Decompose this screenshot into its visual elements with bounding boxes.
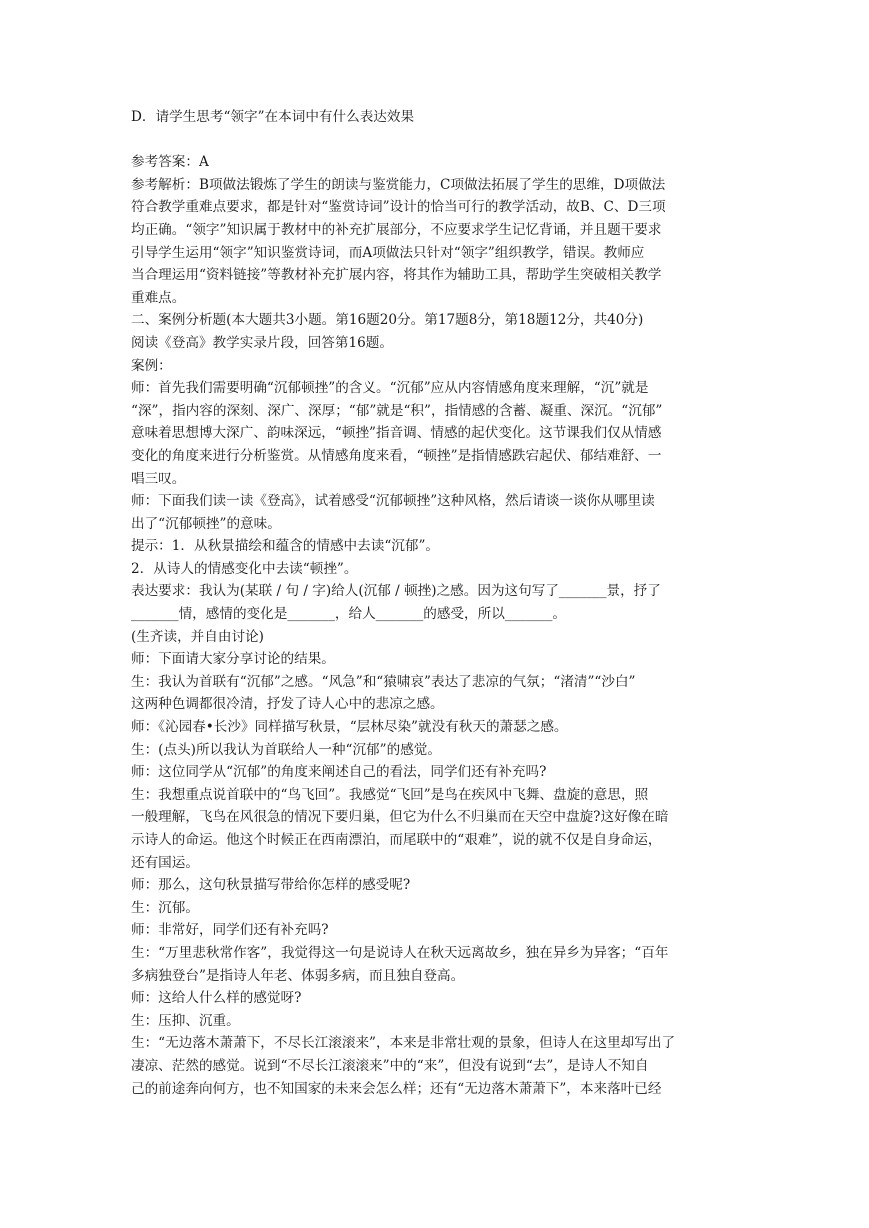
case-line: 己的前途奔向何方，也不知国家的未来会怎么样；还有“无边落木萧萧下”，本来落叶已经 <box>131 1080 662 1097</box>
intro: 阅读《登高》教学实录片段，回答第16题。 <box>131 334 393 351</box>
case-line: (生齐读，并自由讨论) <box>131 628 264 645</box>
case-line: 师：下面我们读一读《登高》，试着感受“沉郁顿挫”这种风格，然后请谈一谈你从哪里读 <box>131 493 655 510</box>
analysis-line: 参考解析：B项做法锻炼了学生的朗读与鉴赏能力，C项做法拓展了学生的思维，D项做法 <box>131 176 666 193</box>
case-line: 多病独登台”是指诗人年老、体弱多病，而且独自登高。 <box>131 967 465 984</box>
case-line: 意味着思想博大深广、韵味深远，“顿挫”指音调、情感的起伏变化。这节课我们仅从情感 <box>131 425 662 442</box>
case-line: 师：非常好，同学们还有补充吗? <box>131 922 329 939</box>
case-line: 生：我想重点说首联中的“鸟飞回”。我感觉“飞回”是鸟在疾风中飞舞、盘旋的意思，照 <box>131 786 649 803</box>
case-line: 生：“万里悲秋常作客”，我觉得这一句是说诗人在秋天远离故乡，独在异乡为异客；“百年 <box>131 944 669 961</box>
case-line: 凄凉、茫然的感觉。说到“不尽长江滚滚来”中的“来”，但没有说到“去”，是诗人不知自 <box>131 1057 649 1074</box>
case-line: 师：这给人什么样的感觉呀? <box>131 990 302 1007</box>
case-line: 师：首先我们需要明确“沉郁顿挫”的含义。“沉郁”应从内容情感角度来理解，“沉”就是 <box>131 380 649 397</box>
case-line: 这两种色调都很冷清，抒发了诗人心中的悲凉之感。 <box>131 696 444 713</box>
case-line: _______情，感情的变化是_______，给人_______的感受，所以_______。 <box>131 606 566 623</box>
case-line: 师：这位同学从“沉郁”的角度来阐述自己的看法，同学们还有补充吗? <box>131 764 547 781</box>
case-line: 生：我认为首联有“沉郁”之感。“风急”和“猿啸哀”表达了悲凉的气氛；“渚清”“沙白” <box>131 673 636 690</box>
case-line: 一般理解，飞鸟在风很急的情况下要归巢，但它为什么不归巢而在天空中盘旋?这好像在暗 <box>131 809 669 826</box>
analysis-line: 当合理运用“资料链接”等教材补充扩展内容，将其作为辅助工具，帮助学生突破相关教学 <box>131 267 662 284</box>
analysis-line: 重难点。 <box>131 289 186 306</box>
option-d: D．请学生思考“领字”在本词中有什么表达效果 <box>131 109 415 125</box>
answer: 参考答案：A <box>131 154 209 171</box>
case-label: 案例： <box>131 357 172 374</box>
spacer <box>131 129 741 152</box>
case-line: 唱三叹。 <box>131 470 186 487</box>
case-line: 师：那么，这句秋景描写带给你怎样的感受呢? <box>131 877 411 894</box>
case-line: 示诗人的命运。他这个时候正在西南漂泊，而尾联中的“艰难”，说的就不仅是自身命运， <box>131 832 662 848</box>
case-line: 生：“无边落木萧萧下，不尽长江滚滚来”，本来是非常壮观的景象，但诗人在这里却写出了 <box>131 1035 676 1052</box>
case-line: 2．从诗人的情感变化中去读“顿挫”。 <box>131 560 358 577</box>
case-body <box>131 377 741 1100</box>
analysis-line: 均正确。“领字”知识属于教材中的补充扩展部分，不应要求学生记忆背诵，并且题干要求 <box>131 221 662 238</box>
case-line: 表达要求：我认为(某联 / 句 / 字)给人(沉郁 / 顿挫)之感。因为这句写了_______景，抒了 <box>131 583 661 600</box>
case-line: 变化的角度来进行分析鉴赏。从情感角度来看，“顿挫”是指情感跌宕起伏、郁结难舒、一 <box>131 447 662 464</box>
section-title: 二、案例分析题(本大题共3小题。第16题20分。第17题8分，第18题12分，共40分) <box>131 312 644 329</box>
case-line: “深”，指内容的深刻、深广、深厚；“郁”就是“积”，指情感的含蓄、凝重、深沉。“沉郁” <box>131 402 663 419</box>
case-line: 出了“沉郁顿挫”的意味。 <box>131 515 281 532</box>
document-page <box>131 106 741 1100</box>
case-line: 还有国运。 <box>131 854 199 871</box>
case-line: 生：(点头)所以我认为首联给人一种“沉郁”的感觉。 <box>131 741 441 758</box>
case-line: 师：《沁园春•长沙》同样描写秋景，“层林尽染”就没有秋天的萧瑟之感。 <box>131 719 568 736</box>
analysis-line: 引导学生运用“领字”知识鉴赏诗词，而A项做法只针对“领字”组织教学，错误。教师应 <box>131 244 645 261</box>
case-line: 生：沉郁。 <box>131 899 199 916</box>
case-line: 生：压抑、沉重。 <box>131 1012 240 1029</box>
case-line: 师：下面请大家分享讨论的结果。 <box>131 651 335 668</box>
case-line: 提示：1．从秋景描绘和蕴含的情感中去读“沉郁”。 <box>131 538 440 555</box>
analysis-block <box>131 174 741 310</box>
analysis-line: 符合教学重难点要求，都是针对“鉴赏诗词”设计的恰当可行的教学活动，故B、C、D三项 <box>131 199 666 216</box>
